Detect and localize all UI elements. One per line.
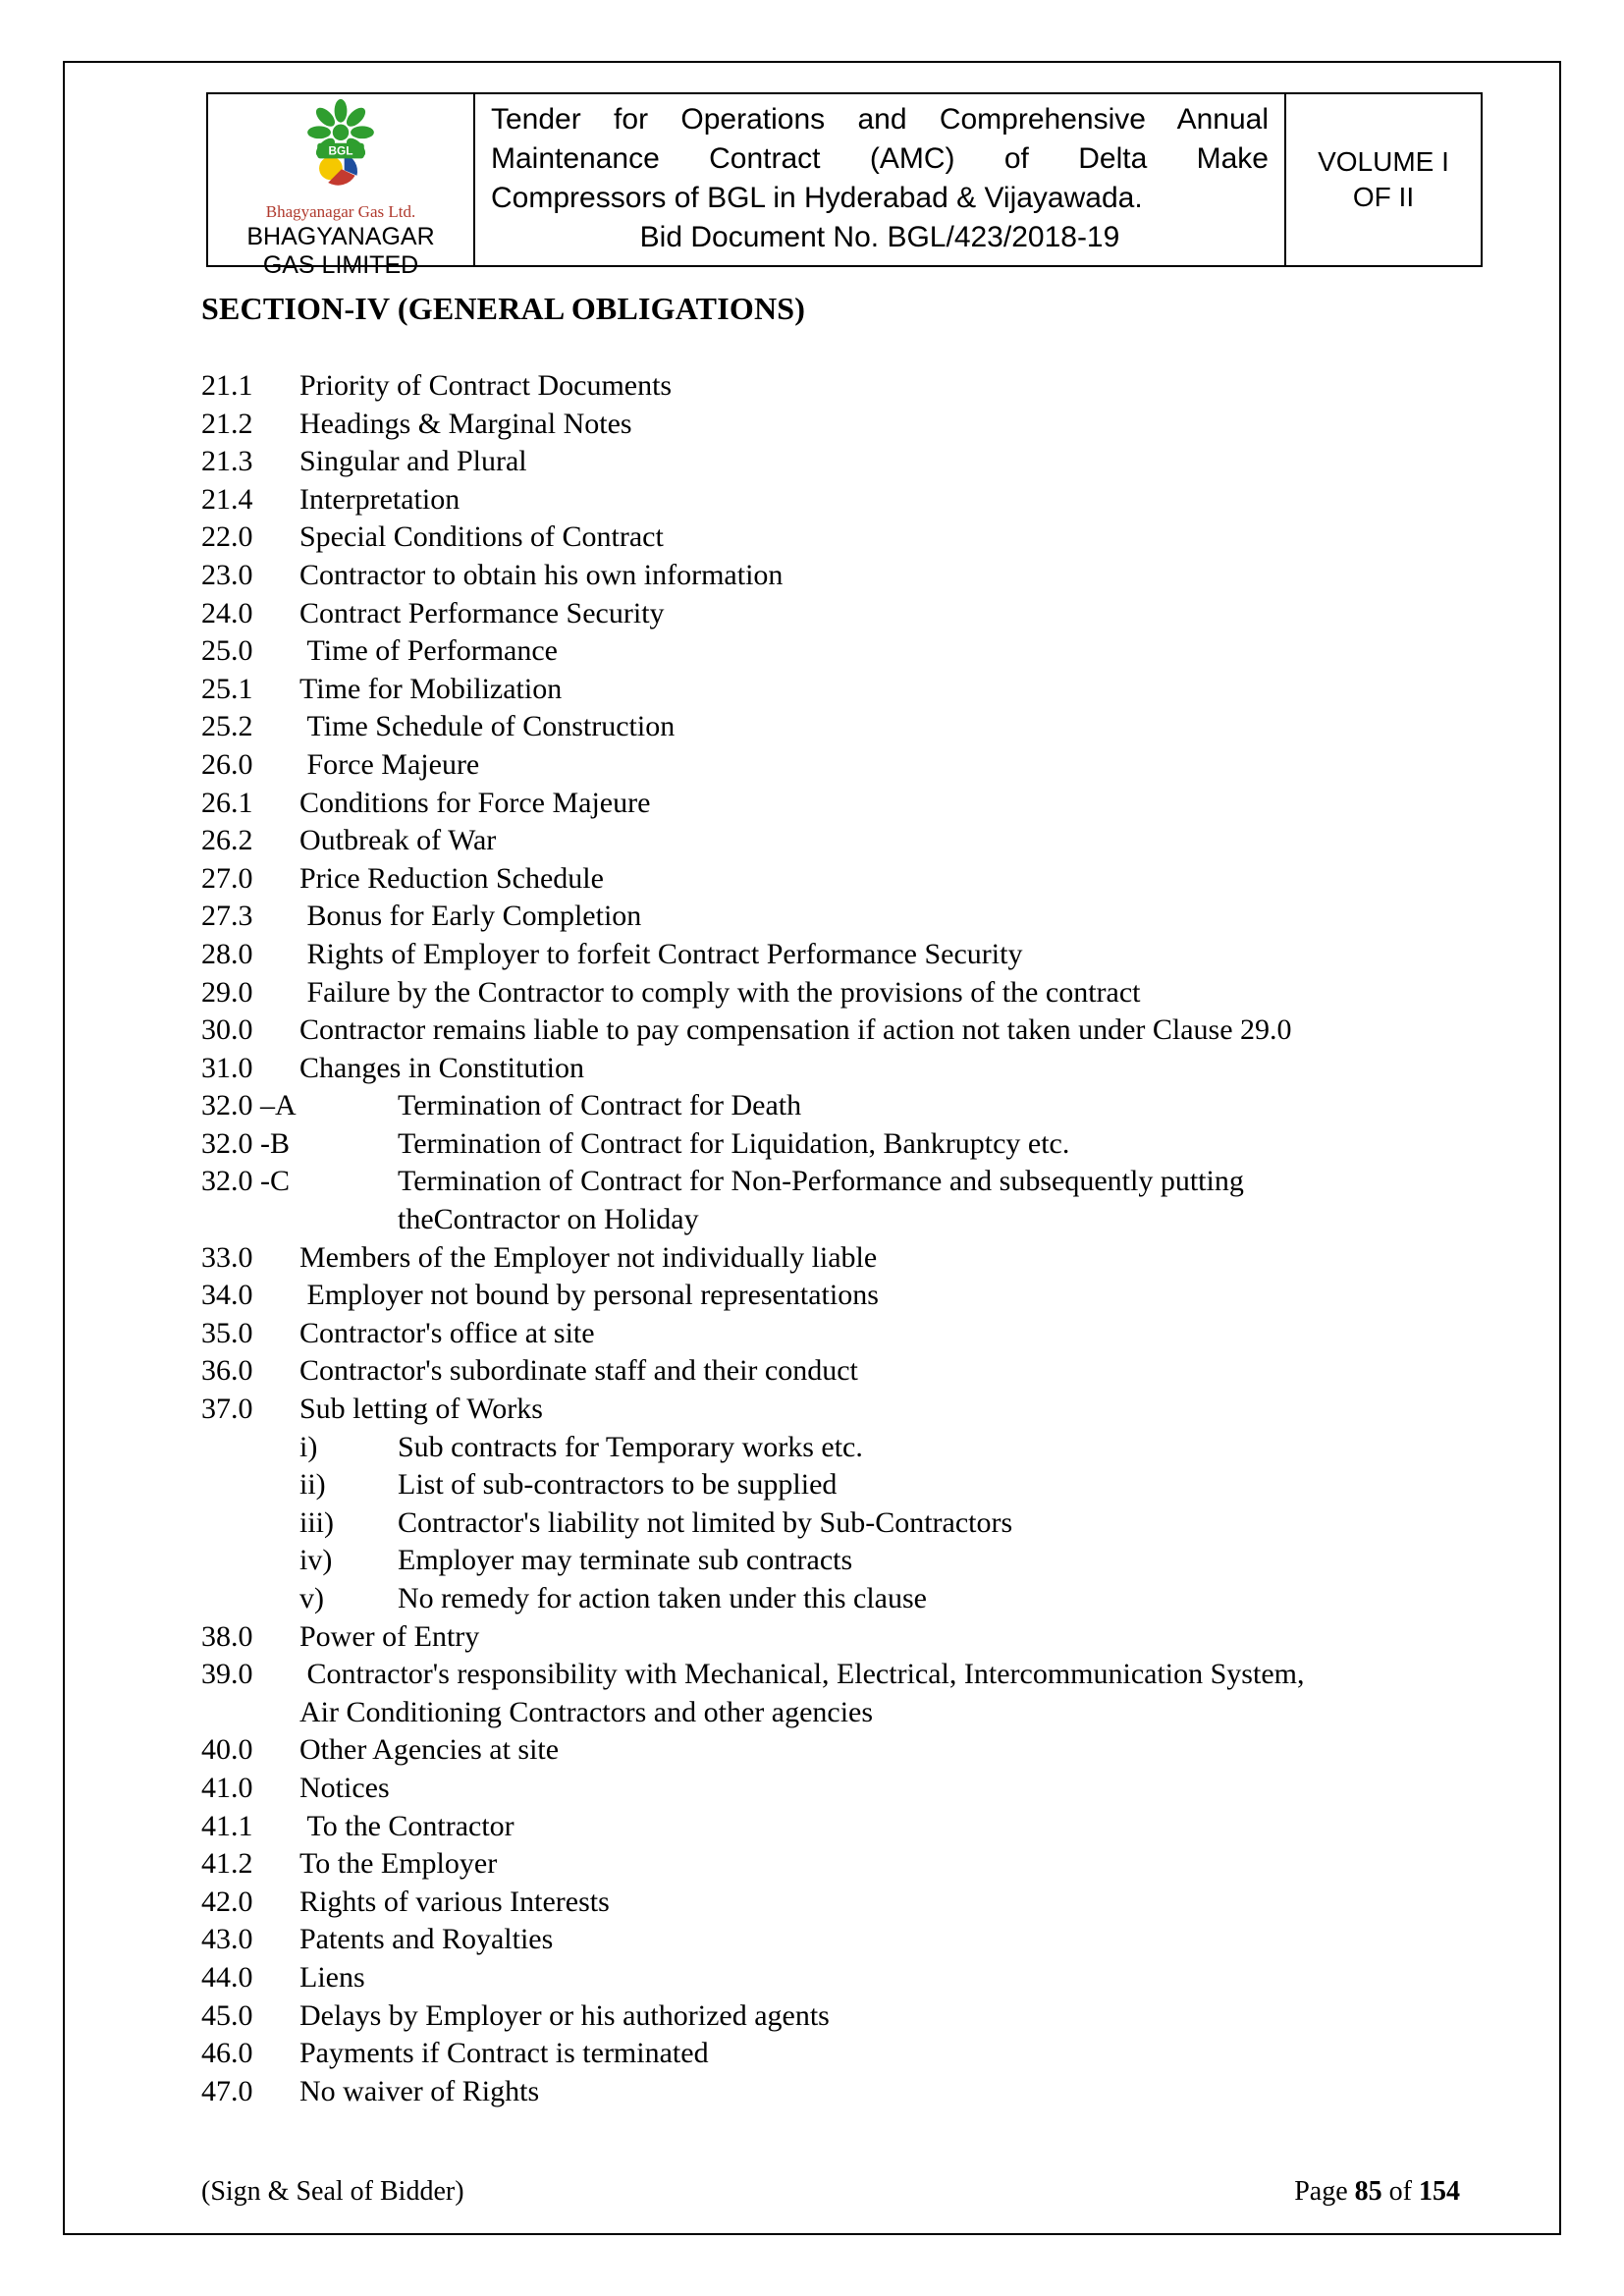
toc-row — [201, 1315, 1460, 1353]
toc-row — [201, 1391, 1460, 1429]
toc-item-label: Other Agencies at site — [299, 1733, 560, 1767]
document-title-line: Compressors of BGL in Hyderabad & Vijayawada. — [491, 182, 1143, 214]
toc-item-label: Delays by Employer or his authorized agents — [299, 1998, 830, 2032]
toc-item-number: 37.0 — [201, 1393, 253, 1426]
toc-row — [201, 671, 1460, 709]
section-title: SECTION-IV (GENERAL OBLIGATIONS) — [201, 291, 806, 326]
page-number: 85 — [1354, 2176, 1382, 2207]
page-footer — [201, 2176, 1460, 2208]
toc-item-number: 25.0 — [201, 634, 253, 668]
document-title-line: Maintenance Contract (AMC) of Delta Make — [491, 142, 1269, 175]
toc-item-number: 47.0 — [201, 2074, 253, 2107]
toc-item-label: Priority of Contract Documents — [299, 369, 673, 402]
toc-row — [201, 367, 1460, 406]
toc-item-label: Contractor's subordinate staff and their conduct — [299, 1354, 858, 1388]
toc-item-number: 44.0 — [201, 1960, 253, 1994]
toc-item-label: Conditions for Force Majeure — [299, 786, 651, 819]
toc-item-label: Force Majeure — [299, 747, 480, 781]
toc-row — [201, 1277, 1460, 1315]
toc-item-label: Interpretation — [299, 482, 460, 516]
toc-item-label: Termination of Contract for Liquidation, Bankruptcy etc. — [398, 1126, 1070, 1160]
toc-item-label: Time for Mobilization — [299, 672, 563, 705]
toc-row — [201, 443, 1460, 481]
toc-item-label: Outbreak of War — [299, 824, 497, 857]
volume-label: VOLUME I OF II — [1284, 94, 1481, 265]
toc-item-label: Singular and Plural — [299, 445, 527, 478]
toc-row — [201, 481, 1460, 519]
toc-item-number: 21.4 — [201, 482, 253, 516]
toc-item-label: No remedy for action taken under this clause — [398, 1582, 927, 1614]
toc-item-number: 43.0 — [201, 1923, 253, 1956]
toc-item-label: List of sub-contractors to be supplied — [398, 1468, 838, 1502]
toc-item-number: 25.2 — [201, 710, 253, 743]
toc-row — [201, 1087, 1460, 1125]
toc-row — [201, 1163, 1460, 1238]
toc-row — [201, 708, 1460, 746]
toc-item-label: Patents and Royalties — [299, 1923, 554, 1956]
toc-item-number: 30.0 — [201, 1013, 253, 1047]
toc-row — [201, 1429, 1460, 1467]
toc-item-number: 21.1 — [201, 369, 253, 402]
toc-item-number: 25.1 — [201, 672, 253, 705]
toc-item-label: Contractor to obtain his own information — [299, 558, 784, 591]
toc-item-number: 24.0 — [201, 596, 253, 629]
toc-item-label: Rights of various Interests — [299, 1885, 610, 1918]
toc-row — [201, 2035, 1460, 2073]
toc-item-number: i) — [299, 1430, 318, 1463]
toc-row — [201, 1997, 1460, 2036]
toc-row — [201, 822, 1460, 860]
toc-row — [201, 557, 1460, 595]
toc-item-number: 38.0 — [201, 1619, 253, 1653]
toc-indent-spacer — [201, 1466, 299, 1504]
toc-item-label: Contractor's office at site — [299, 1316, 595, 1349]
toc-row — [201, 632, 1460, 671]
toc-row — [201, 1352, 1460, 1391]
toc-item-number: 21.2 — [201, 407, 253, 440]
toc-row — [201, 406, 1460, 444]
toc-item-label: Bonus for Early Completion — [299, 900, 642, 933]
toc-indent-spacer — [201, 1504, 299, 1543]
toc-item-number: 29.0 — [201, 975, 253, 1009]
toc-item-number: 42.0 — [201, 1885, 253, 1918]
toc-item-number: 23.0 — [201, 558, 253, 591]
toc-row — [201, 1618, 1460, 1657]
toc-item-label: Employer not bound by personal representations — [299, 1279, 879, 1312]
toc-item-label: No waiver of Rights — [299, 2074, 540, 2107]
toc-item-label: Contractor remains liable to pay compensation if action not taken under Clause 29.0 — [299, 1013, 1292, 1047]
toc-row — [201, 1845, 1460, 1884]
toc-item-number: 41.1 — [201, 1809, 253, 1842]
toc-row — [201, 1808, 1460, 1846]
toc-row — [201, 1884, 1460, 1922]
toc-item-number: 45.0 — [201, 1998, 253, 2032]
toc-item-label: To the Employer — [299, 1847, 498, 1881]
logo-caption: Bhagyanagar Gas Ltd. — [265, 202, 416, 221]
page-indicator — [1294, 2176, 1460, 2208]
toc-item-number: ii) — [299, 1468, 326, 1502]
toc-item-label: Special Conditions of Contract — [299, 520, 664, 554]
toc-item-label: Termination of Contract for Non-Performance and subsequently putting theContractor on Holiday — [398, 1165, 1244, 1236]
toc-item-number: 27.3 — [201, 900, 253, 933]
toc-item-number: 26.2 — [201, 824, 253, 857]
toc-item-label: Headings & Marginal Notes — [299, 407, 632, 440]
document-header — [206, 92, 1483, 279]
toc-item-label: Changes in Constitution — [299, 1051, 585, 1084]
toc-row — [201, 1125, 1460, 1164]
toc-row — [201, 1239, 1460, 1278]
toc-item-number: 26.0 — [201, 747, 253, 781]
toc-row — [201, 1770, 1460, 1808]
page-word: Page — [1294, 2176, 1348, 2207]
toc-row — [201, 1050, 1460, 1088]
logo-cell — [208, 94, 475, 279]
toc-item-number: 40.0 — [201, 1733, 253, 1767]
toc-item-number: 46.0 — [201, 2037, 253, 2070]
toc-indent-spacer — [201, 1580, 299, 1618]
toc-row — [201, 785, 1460, 823]
sign-seal-note: (Sign & Seal of Bidder) — [201, 2176, 464, 2207]
toc-item-number: 31.0 — [201, 1051, 253, 1084]
toc-item-number: 32.0 -C — [201, 1165, 290, 1198]
toc-item-label: Failure by the Contractor to comply with the provisions of the contract — [299, 975, 1141, 1009]
toc-row — [201, 1466, 1460, 1504]
company-name: BHAGYANAGAR GAS LIMITED — [246, 223, 435, 279]
toc-row — [201, 974, 1460, 1012]
toc-indent-spacer — [201, 1429, 299, 1467]
toc-row — [201, 1580, 1460, 1618]
toc-row — [201, 746, 1460, 785]
toc-item-label: Members of the Employer not individually liable — [299, 1240, 878, 1274]
toc-item-label: Rights of Employer to forfeit Contract Performance Security — [299, 937, 1023, 970]
svg-text:BGL: BGL — [328, 143, 353, 158]
toc-row — [201, 1921, 1460, 1959]
toc-item-number: 36.0 — [201, 1354, 253, 1388]
toc-item-label: Sub letting of Works — [299, 1393, 543, 1426]
of-word: of — [1388, 2176, 1412, 2207]
toc-item-number: 41.0 — [201, 1771, 253, 1804]
toc-item-number: 28.0 — [201, 937, 253, 970]
toc-item-label: Time of Performance — [299, 634, 558, 668]
toc-item-label: Contractor's liability not limited by Sub-Contractors — [398, 1505, 1013, 1539]
company-logo-icon — [287, 98, 395, 209]
toc-row — [201, 1542, 1460, 1580]
toc-item-label: Termination of Contract for Death — [398, 1089, 802, 1122]
toc-item-label: Payments if Contract is terminated — [299, 2037, 709, 2070]
toc-row — [201, 1656, 1460, 1731]
toc-row — [201, 1504, 1460, 1543]
toc-item-label: Sub contracts for Temporary works etc. — [398, 1430, 863, 1463]
toc-list — [201, 367, 1460, 2110]
toc-item-label: Contractor's responsibility with Mechanical, Electrical, Intercommunication System, Air Conditioning Contractors and other agencies — [299, 1658, 1305, 1728]
toc-item-number: v) — [299, 1582, 324, 1614]
toc-row — [201, 860, 1460, 899]
toc-item-label: Time Schedule of Construction — [299, 710, 676, 743]
toc-row — [201, 519, 1460, 557]
toc-item-number: 41.2 — [201, 1847, 253, 1881]
document-title-line: Tender for Operations and Comprehensive Annual — [491, 103, 1269, 136]
toc-row — [201, 1959, 1460, 1997]
toc-item-label: Contract Performance Security — [299, 596, 665, 629]
title-cell — [475, 94, 1284, 265]
toc-item-number: 22.0 — [201, 520, 253, 554]
toc-item-number: 26.1 — [201, 786, 253, 819]
toc-item-label: Price Reduction Schedule — [299, 861, 604, 895]
toc-row — [201, 1011, 1460, 1050]
toc-item-number: 34.0 — [201, 1279, 253, 1312]
toc-item-number: 32.0 -B — [201, 1126, 290, 1160]
bid-document-number: Bid Document No. BGL/423/2018-19 — [639, 221, 1120, 253]
toc-item-label: To the Contractor — [299, 1809, 514, 1842]
toc-row — [201, 595, 1460, 633]
toc-row — [201, 2073, 1460, 2111]
toc-item-number: iv) — [299, 1544, 333, 1577]
toc-item-number: 33.0 — [201, 1240, 253, 1274]
toc-indent-spacer — [201, 1542, 299, 1580]
toc-item-label: Notices — [299, 1771, 390, 1804]
total-pages: 154 — [1419, 2176, 1460, 2207]
toc-row — [201, 936, 1460, 974]
toc-item-label: Employer may terminate sub contracts — [398, 1544, 853, 1577]
toc-item-label: Liens — [299, 1960, 365, 1994]
toc-item-number: 32.0 –A — [201, 1089, 297, 1122]
toc-item-number: 35.0 — [201, 1316, 253, 1349]
toc-row — [201, 1731, 1460, 1770]
toc-item-number: 39.0 — [201, 1658, 253, 1691]
toc-item-number: iii) — [299, 1505, 334, 1539]
toc-item-label: Power of Entry — [299, 1619, 480, 1653]
toc-item-number: 21.3 — [201, 445, 253, 478]
toc-row — [201, 898, 1460, 936]
toc-item-number: 27.0 — [201, 861, 253, 895]
